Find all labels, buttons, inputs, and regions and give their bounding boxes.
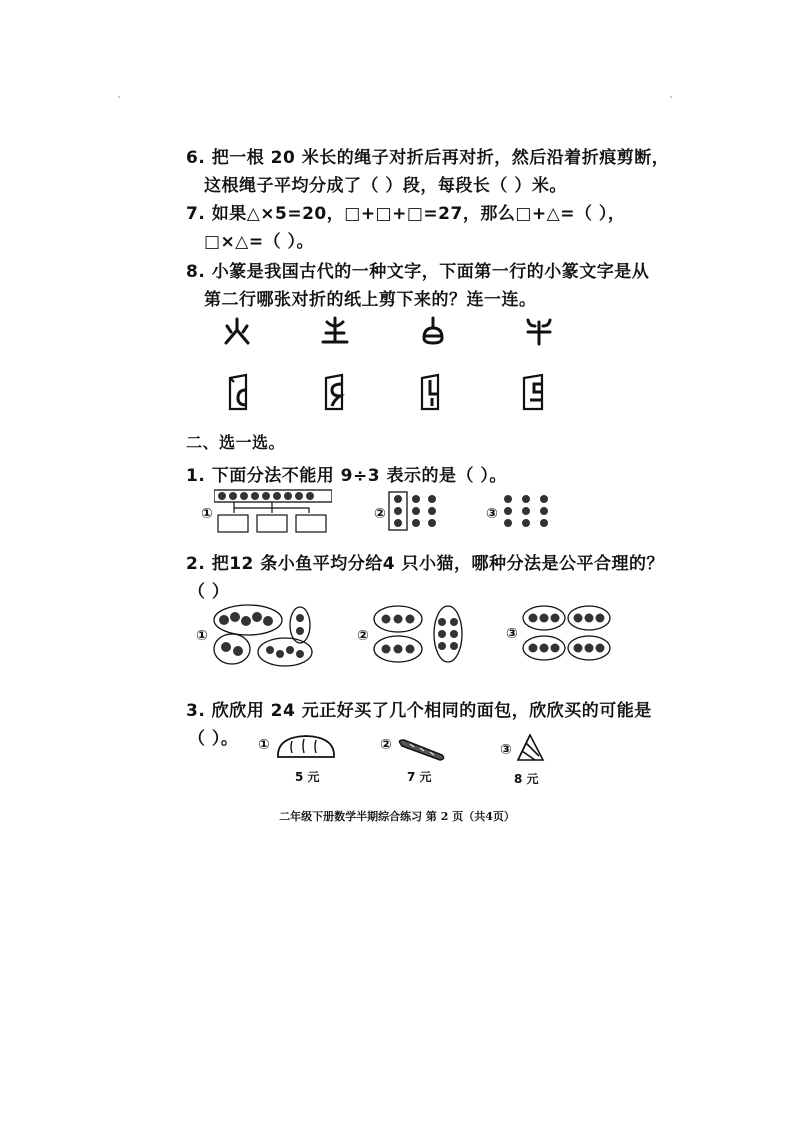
q7-line1: 7. 如果△×5=20，□+□+□=27，那么□+△=（ ）， (186, 204, 626, 224)
c1-option-3-label: ③ (486, 506, 498, 522)
q7-line2: □×△=（ ）。 (204, 232, 315, 252)
c1-option-3-diagram (500, 491, 554, 531)
baguette-icon (396, 737, 448, 763)
c3-question-line1: 3. 欣欣用 24 元正好买了几个相同的面包，欣欣买的可能是 (186, 701, 652, 721)
section-title: 二、选一选。 (186, 433, 286, 452)
c3-answer-blank: （ ）。 (188, 729, 239, 749)
scan-speck (670, 96, 672, 98)
c2-option-1-diagram (210, 602, 320, 668)
c1-option-1-label: ① (201, 506, 213, 522)
c2-option-1-label: ① (196, 628, 208, 644)
c1-option-1-diagram (214, 489, 332, 535)
folded-paper-4 (520, 372, 546, 412)
c2-option-3-diagram (522, 602, 612, 664)
seal-glyph-1 (222, 316, 252, 346)
c1-question: 1. 下面分法不能用 9÷3 表示的是（ ）。 (186, 466, 507, 486)
sandwich-icon (508, 732, 546, 766)
c3-price-3: 8 元 (514, 772, 539, 786)
c2-option-3-label: ③ (506, 626, 518, 642)
c2-option-2-label: ② (357, 628, 369, 644)
page-footer: 二年级下册数学半期综合练习 第 2 页（共4页） (279, 810, 515, 823)
q8-line1: 8. 小篆是我国古代的一种文字，下面第一行的小篆文字是从 (186, 262, 650, 282)
c3-option-2-label: ② (380, 737, 392, 753)
c3-price-1: 5 元 (295, 770, 320, 784)
c3-price-2: 7 元 (407, 770, 432, 784)
folded-paper-1 (226, 372, 250, 412)
c1-option-2-label: ② (374, 506, 386, 522)
folded-paper-3 (418, 372, 442, 412)
q6-line1: 6. 把一根 20 米长的绳子对折后再对折，然后沿着折痕剪断， (186, 148, 670, 168)
c1-option-2-diagram (388, 491, 442, 531)
seal-glyph-3 (418, 316, 448, 346)
c2-answer-blank: （ ） (188, 582, 230, 602)
seal-glyph-4 (524, 316, 554, 346)
c2-question-line1: 2. 把12 条小鱼平均分给4 只小猫，哪种分法是公平合理的？ (186, 554, 665, 574)
folded-paper-2 (322, 372, 346, 412)
c3-option-3-label: ③ (500, 742, 512, 758)
q8-line2: 第二行哪张对折的纸上剪下来的？连一连。 (204, 290, 537, 310)
c3-option-1-label: ① (258, 737, 270, 753)
bread-loaf-icon (275, 733, 337, 761)
scan-speck (118, 96, 120, 98)
c2-option-2-diagram (372, 602, 466, 666)
seal-glyph-2 (320, 316, 350, 346)
q6-line2: 这根绳子平均分成了（ ）段，每段长（ ）米。 (204, 176, 567, 196)
